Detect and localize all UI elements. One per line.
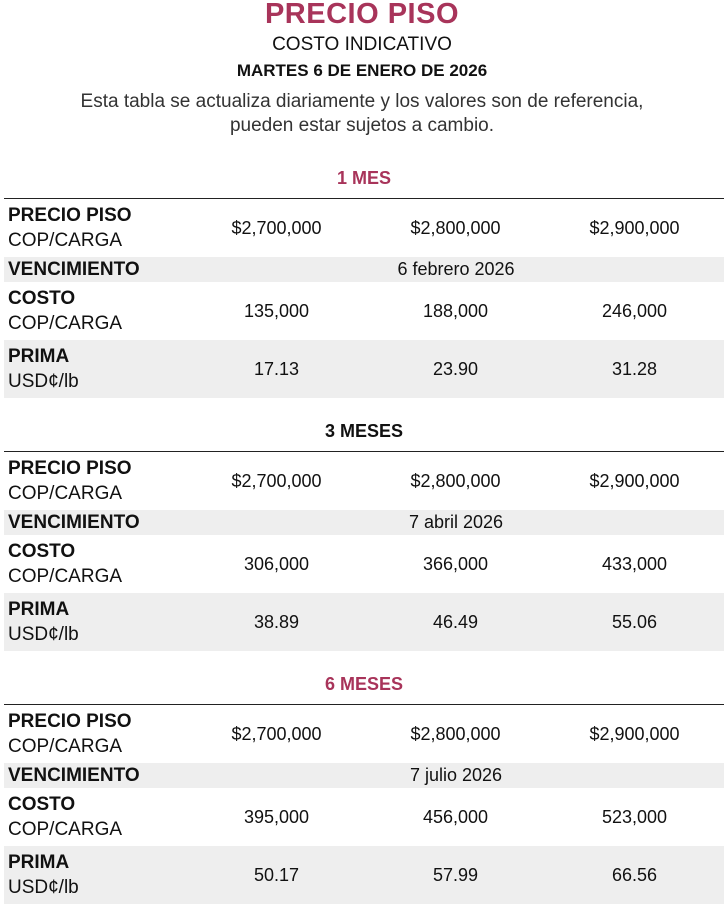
costo-cell: 246,000 (601, 300, 668, 321)
disclaimer-line-1: Esta tabla se actualiza diariamente y los valores son de referencia, (80, 91, 644, 112)
costo-cell: 135,000 (243, 300, 310, 321)
prima-row (4, 846, 724, 904)
precio-cell: $2,700,000 (231, 723, 322, 744)
label-bold: PRIMA (8, 346, 70, 367)
vencimiento-date: 6 febrero 2026 (397, 259, 515, 279)
costo-cell: 433,000 (601, 553, 668, 574)
precio-cell: $2,900,000 (589, 470, 680, 491)
row-label (4, 539, 187, 589)
label-unit: USD¢/lb (8, 877, 79, 898)
costo-row (4, 535, 724, 593)
page-subtitle: COSTO INDICATIVO (272, 34, 452, 55)
page-date: MARTES 6 DE ENERO DE 2026 (236, 61, 488, 80)
disclaimer-line-2: pueden estar sujetos a cambio. (229, 115, 495, 136)
prima-row (4, 340, 724, 398)
label-bold: PRECIO PISO (8, 711, 132, 732)
precio-piso-row (4, 199, 724, 257)
prima-cell: 23.90 (432, 358, 479, 379)
vencimiento-row (4, 510, 724, 535)
label-unit: COP/CARGA (8, 483, 123, 504)
prima-cell: 46.49 (432, 611, 479, 632)
row-label (4, 597, 187, 647)
section-title: 3 MESES (4, 411, 724, 452)
row-label (4, 850, 187, 900)
vencimiento-date: 7 abril 2026 (408, 512, 504, 532)
costo-cell: 366,000 (422, 553, 489, 574)
costo-cell: 456,000 (422, 806, 489, 827)
costo-cell: 523,000 (601, 806, 668, 827)
label-bold: COSTO (8, 541, 76, 562)
label-bold: PRECIO PISO (8, 205, 132, 226)
costo-cell: 188,000 (422, 300, 489, 321)
vencimiento-row (4, 763, 724, 788)
section-title: 6 MESES (4, 664, 724, 705)
row-label (4, 709, 187, 759)
row-label (4, 344, 187, 394)
row-label (4, 792, 187, 842)
row-label: VENCIMIENTO (8, 512, 140, 533)
prima-row (4, 593, 724, 651)
label-unit: COP/CARGA (8, 230, 123, 251)
label-unit: USD¢/lb (8, 624, 79, 645)
prima-cell: 31.28 (611, 358, 658, 379)
vencimiento-row (4, 257, 724, 282)
precio-cell: $2,800,000 (410, 723, 501, 744)
row-label (4, 203, 187, 253)
label-unit: COP/CARGA (8, 566, 123, 587)
label-unit: COP/CARGA (8, 819, 123, 840)
label-unit: USD¢/lb (8, 371, 79, 392)
label-bold: COSTO (8, 794, 76, 815)
prima-cell: 55.06 (611, 611, 658, 632)
section-1-mes (4, 158, 724, 398)
vencimiento-date: 7 julio 2026 (409, 765, 503, 785)
costo-row (4, 282, 724, 340)
precio-cell: $2,700,000 (231, 470, 322, 491)
section-6-meses (4, 664, 724, 904)
row-label (4, 286, 187, 336)
row-label: VENCIMIENTO (8, 259, 140, 280)
label-unit: COP/CARGA (8, 313, 123, 334)
prima-cell: 50.17 (253, 864, 300, 885)
prima-cell: 66.56 (611, 864, 658, 885)
costo-cell: 395,000 (243, 806, 310, 827)
precio-piso-row (4, 452, 724, 510)
disclaimer-note (0, 90, 724, 138)
precio-cell: $2,800,000 (410, 217, 501, 238)
label-bold: PRECIO PISO (8, 458, 132, 479)
costo-row (4, 788, 724, 846)
precio-cell: $2,800,000 (410, 470, 501, 491)
prima-cell: 17.13 (253, 358, 300, 379)
row-label (4, 456, 187, 506)
precio-cell: $2,900,000 (589, 723, 680, 744)
row-label: VENCIMIENTO (8, 765, 140, 786)
precio-cell: $2,900,000 (589, 217, 680, 238)
prima-cell: 38.89 (253, 611, 300, 632)
costo-cell: 306,000 (243, 553, 310, 574)
section-3-meses (4, 411, 724, 651)
label-bold: COSTO (8, 288, 76, 309)
precio-cell: $2,700,000 (231, 217, 322, 238)
section-title: 1 MES (4, 158, 724, 199)
page-title: PRECIO PISO (264, 0, 460, 30)
precio-piso-row (4, 705, 724, 763)
prima-cell: 57.99 (432, 864, 479, 885)
label-unit: COP/CARGA (8, 736, 123, 757)
label-bold: PRIMA (8, 852, 70, 873)
label-bold: PRIMA (8, 599, 70, 620)
